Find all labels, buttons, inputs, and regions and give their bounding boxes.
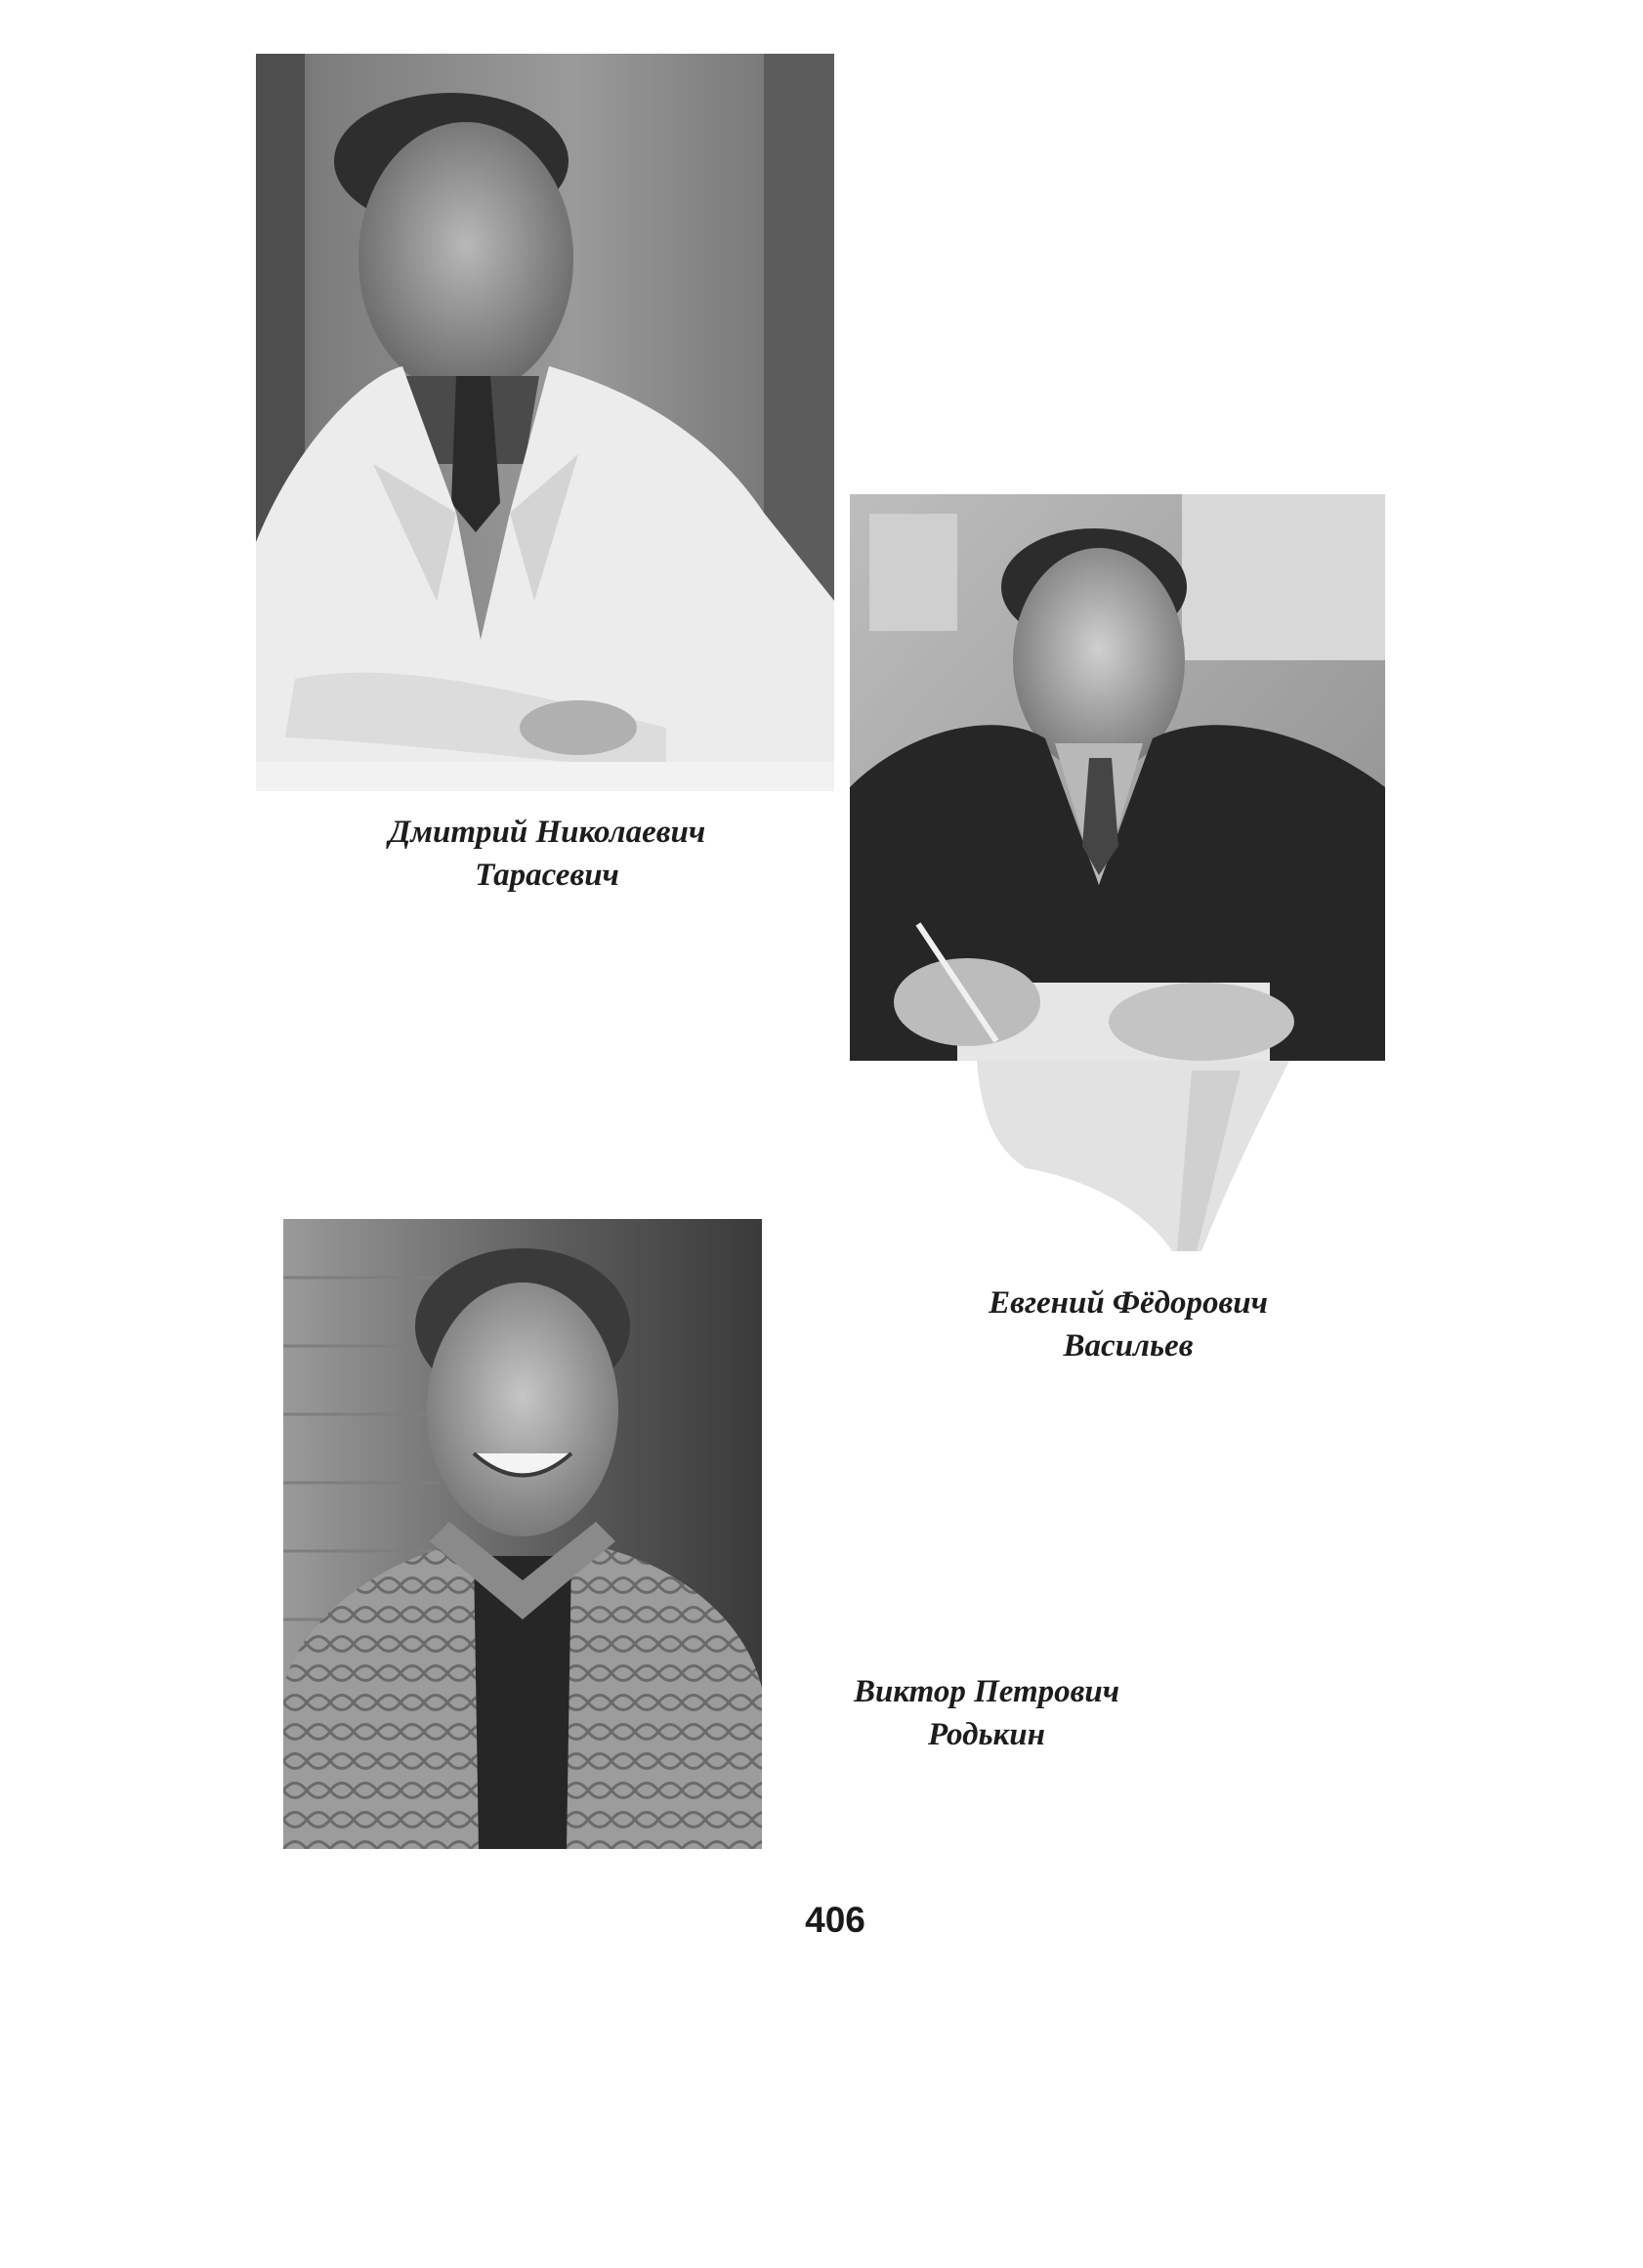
desk-reflection-shape [967, 1061, 1299, 1251]
caption-vasiliev-line1: Евгений Фёдорович [989, 1285, 1268, 1321]
caption-tarasevich-line1: Дмитрий Николаевич [388, 815, 706, 850]
desk-reflection [967, 1061, 1299, 1251]
caption-tarasevich-line2: Тарасевич [475, 858, 619, 893]
caption-rodkin [772, 1670, 1201, 1756]
caption-tarasevich [332, 811, 762, 897]
caption-vasiliev [913, 1281, 1343, 1367]
caption-vasiliev-line2: Васильев [1063, 1328, 1194, 1364]
photo-rodkin [283, 1219, 762, 1849]
photo-tarasevich [256, 54, 834, 791]
photo-tarasevich-image [256, 54, 834, 791]
caption-rodkin-line2: Родькин [928, 1717, 1045, 1752]
caption-rodkin-line1: Виктор Петрович [853, 1674, 1120, 1709]
page-number: 406 [805, 1900, 865, 1940]
photo-vasiliev-image [850, 494, 1385, 1061]
photo-vasiliev [850, 494, 1385, 1061]
photo-rodkin-image [283, 1219, 762, 1849]
